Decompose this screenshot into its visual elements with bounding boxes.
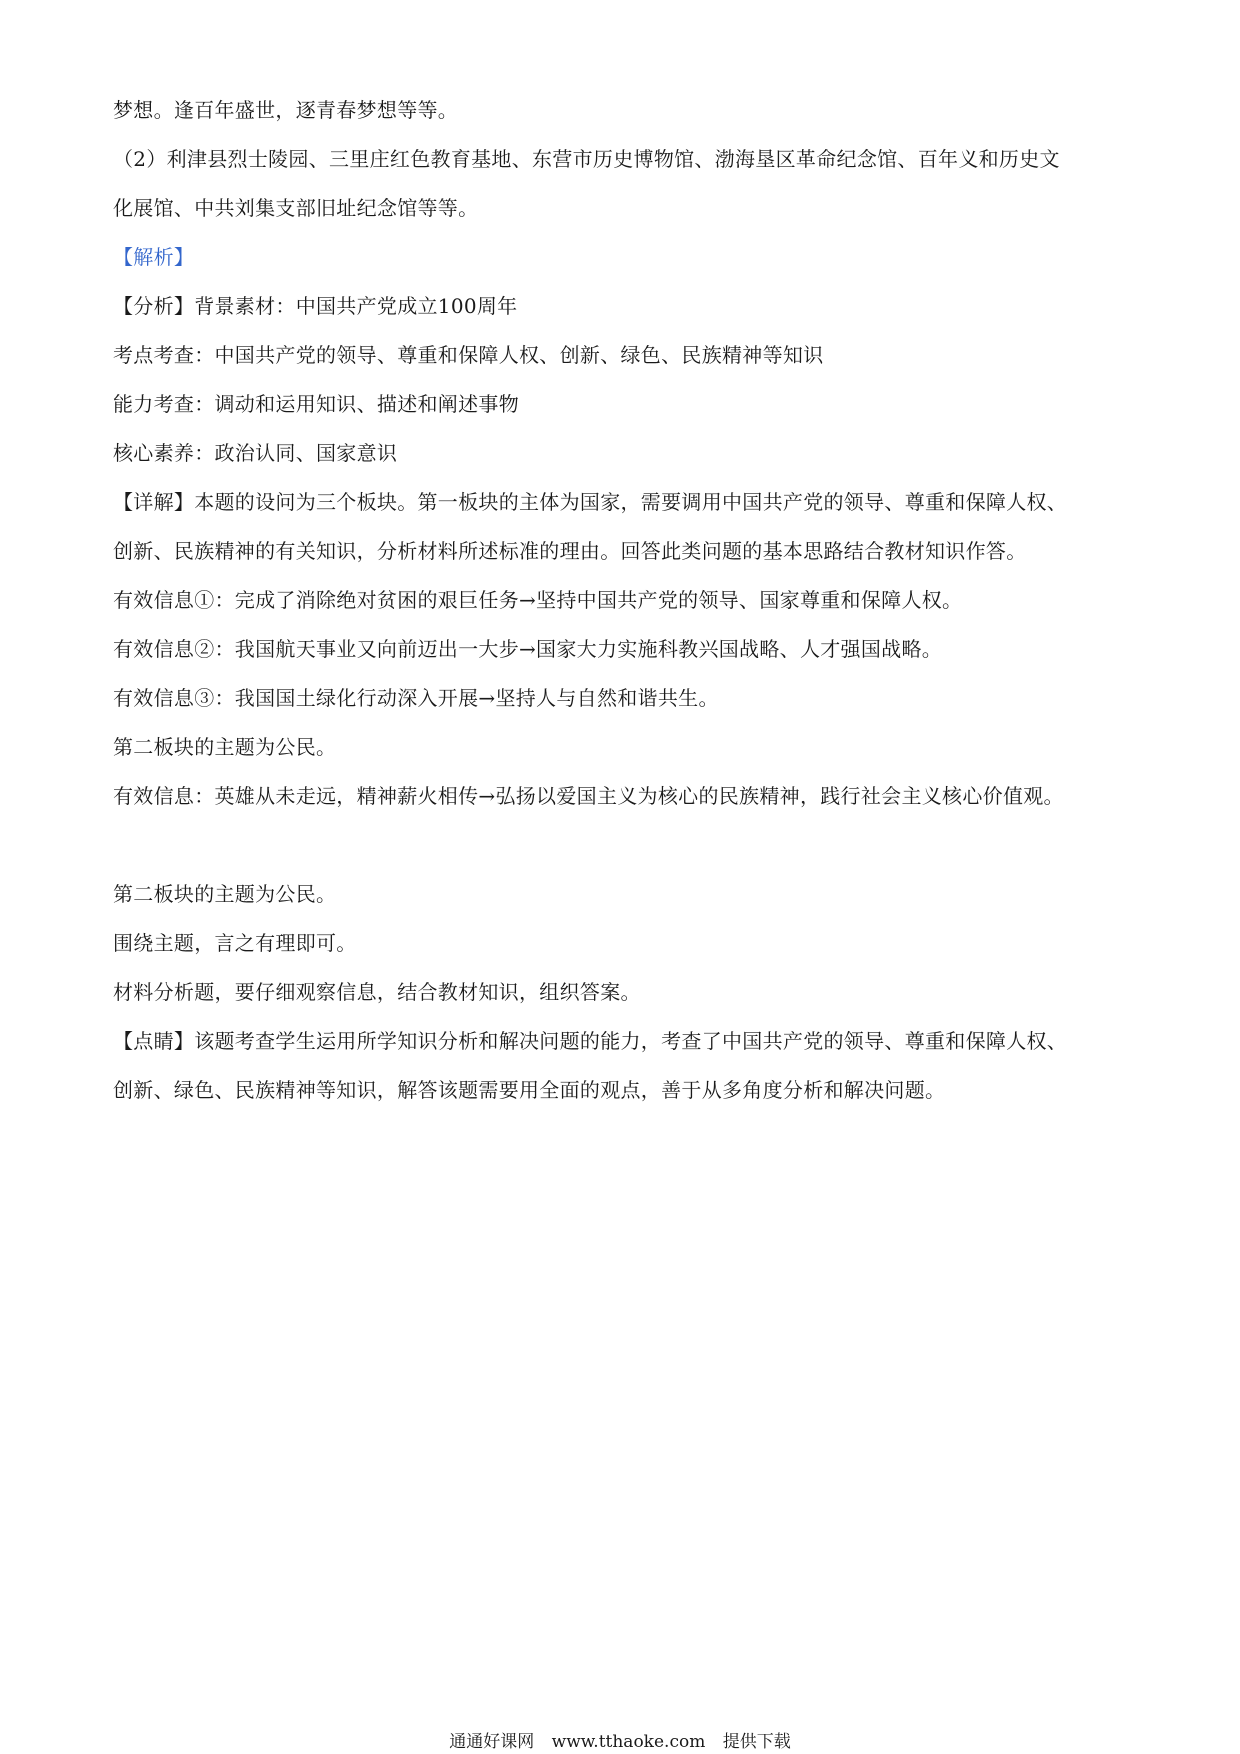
effective-info-citizen: 有效信息：英雄从未走远，精神薪火相传→弘扬以爱国主义为核心的民族精神，践行社会主义核心价值观。: [113, 784, 1064, 808]
answer-line-3: 化展馆、中共刘集支部旧址纪念馆等等。: [113, 196, 479, 220]
second-section-title-repeat: 第二板块的主题为公民。: [113, 882, 337, 906]
effective-info-2: 有效信息②：我国航天事业又向前迈出一大步→国家大力实施科教兴国战略、人才强国战略。: [113, 637, 943, 661]
document-content: [113, 98, 1133, 1127]
detail-line-1: 【详解】本题的设问为三个板块。第一板块的主体为国家，需要调用中国共产党的领导、尊重和保障人权、: [113, 490, 1068, 514]
footer-url[interactable]: www.tthaoke.com: [551, 1732, 706, 1752]
effective-info-1: 有效信息①：完成了消除绝对贫困的艰巨任务→坚持中国共产党的领导、国家尊重和保障人权。: [113, 588, 963, 612]
answer-line-1: 梦想。逢百年盛世，逐青春梦想等等。: [113, 98, 459, 122]
answer-line-2: （2）利津县烈士陵园、三里庄红色教育基地、东营市历史博物馆、渤海垦区革命纪念馆、百年义和历史文: [113, 147, 1060, 171]
analysis-knowledge-points: 考点考查：中国共产党的领导、尊重和保障人权、创新、绿色、民族精神等知识: [113, 343, 824, 367]
analysis-ability: 能力考查：调动和运用知识、描述和阐述事物: [113, 392, 519, 416]
method-note: 材料分析题，要仔细观察信息，结合教材知识，组织答案。: [113, 980, 641, 1004]
analysis-section-tag: 【解析】: [113, 245, 195, 269]
footer-site-name: 通通好课网: [449, 1732, 535, 1752]
comment-line-1: 【点睛】该题考查学生运用所学知识分析和解决问题的能力，考查了中国共产党的领导、尊重和保障人权、: [113, 1029, 1068, 1053]
second-section-title: 第二板块的主题为公民。: [113, 735, 337, 759]
analysis-core-literacy: 核心素养：政治认同、国家意识: [113, 441, 398, 465]
page-footer: [0, 1732, 1240, 1752]
detail-line-2: 创新、民族精神的有关知识，分析材料所述标准的理由。回答此类问题的基本思路结合教材知识作答。: [113, 539, 1027, 563]
theme-note: 围绕主题，言之有理即可。: [113, 931, 357, 955]
effective-info-3: 有效信息③：我国国土绿化行动深入开展→坚持人与自然和谐共生。: [113, 686, 719, 710]
footer-suffix: 提供下载: [722, 1732, 791, 1752]
analysis-background: 【分析】背景素材：中国共产党成立100周年: [113, 294, 518, 318]
comment-line-2: 创新、绿色、民族精神等知识，解答该题需要用全面的观点，善于从多角度分析和解决问题。: [113, 1078, 946, 1102]
